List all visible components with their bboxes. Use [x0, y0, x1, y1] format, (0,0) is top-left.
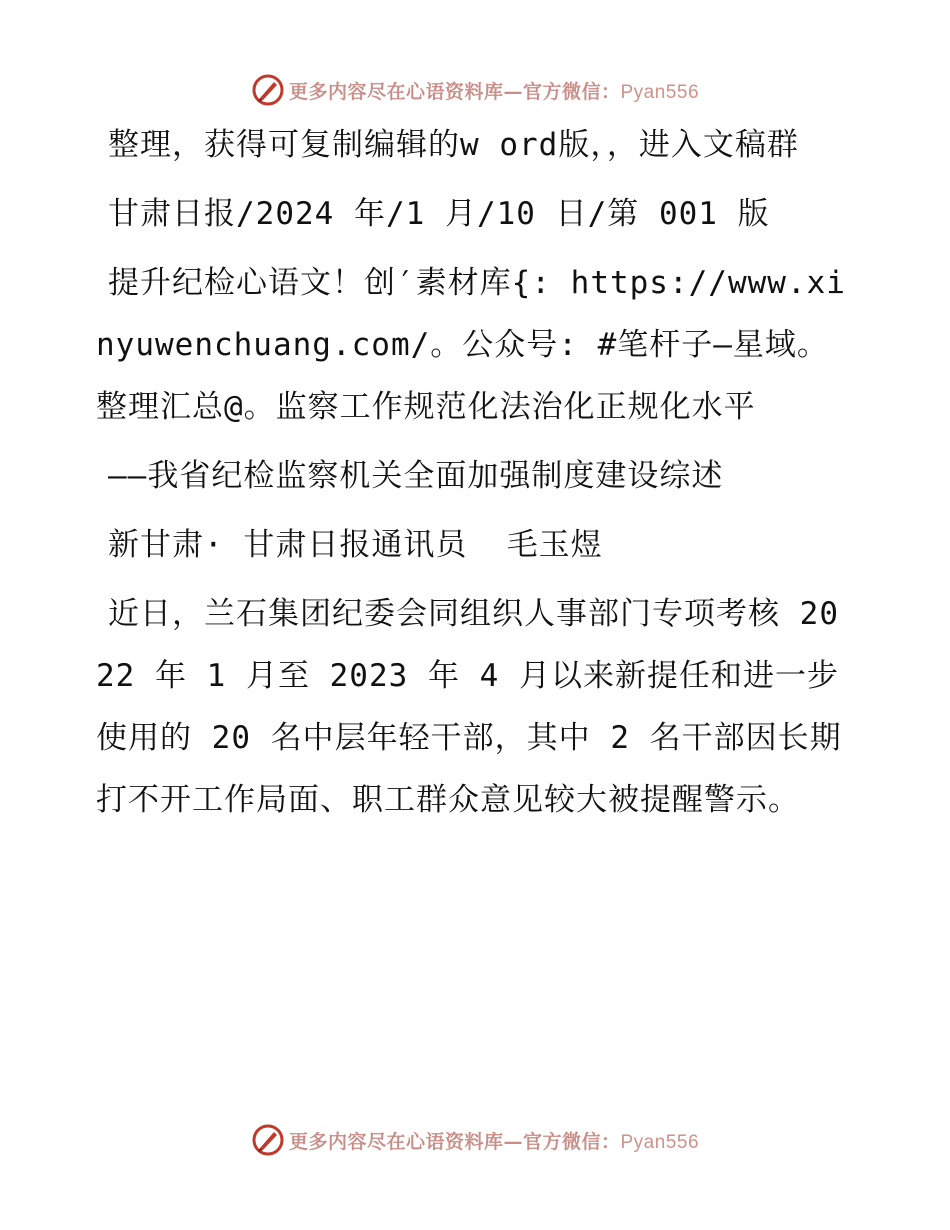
pen-logo-icon [251, 1123, 285, 1157]
paragraph-byline: 新甘肃· 甘肃日报通讯员 毛玉煜 [108, 527, 603, 563]
paragraph-title: 提升纪检心语文！创′素材库{: https://www.xinyuwenchuang.com/。公众号: #笔杆子—星域。整理汇总@。监察工作规范化法治化正规化水平 [96, 265, 846, 425]
header-banner [0, 70, 950, 110]
banner-text: 更多内容尽在心语资料库—官方微信：Pyan556 [288, 80, 700, 103]
banner-text: 更多内容尽在心语资料库—官方微信：Pyan556 [288, 1130, 700, 1153]
paragraph-subtitle: ——我省纪检监察机关全面加强制度建设综述 [108, 458, 724, 494]
footer-banner [0, 1120, 950, 1160]
pen-logo-icon [251, 73, 285, 107]
wechat-id: Pyan556 [620, 81, 700, 103]
paragraph-source: 甘肃日报/2024 年/1 月/10 日/第 001 版 [108, 196, 770, 232]
paragraph-intro: 整理，获得可复制编辑的w ord版，，进入文稿群 [108, 127, 799, 163]
document-body [96, 114, 856, 838]
wechat-id: Pyan556 [620, 1131, 700, 1153]
paragraph-body: 近日，兰石集团纪委会同组织人事部门专项考核 2022 年 1 月至 2023 年 4 月以来新提任和进一步使用的 20 名中层年轻干部，其中 2 名干部因长期打不开工作局面、职工群众意见较大被提醒警示。 [96, 596, 842, 818]
